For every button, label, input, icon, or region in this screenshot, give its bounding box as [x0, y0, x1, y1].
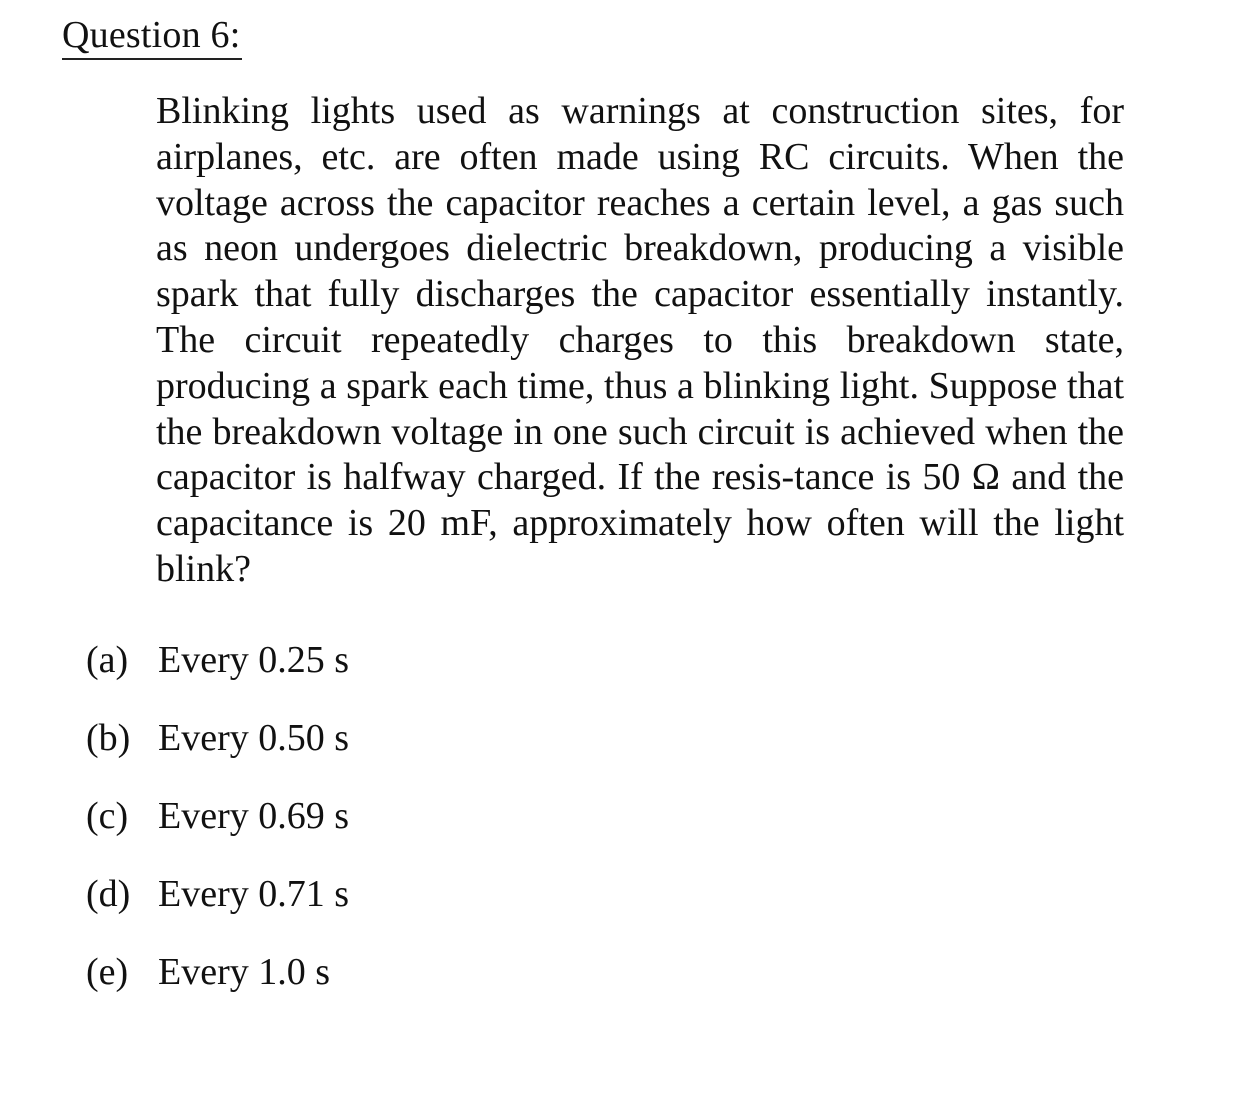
- title-underline: [62, 58, 242, 60]
- option-label: (a): [86, 639, 129, 681]
- question-text: Blinking lights used as warnings at construction sites, for airplanes, etc. are often made using RC circuits. When the voltage across the capacitor reaches a certain level, a gas such as neon undergoes dielectric breakdown, producing a visible spark that fully discharges the capacitor essentially instantly. The circuit repeatedly charges to this breakdown state, producing a spark each time, thus a blinking light. Suppose that the breakdown voltage in one such circuit is achieved when the capacitor is halfway charged. If the resis-tance is 50 Ω and the capacitance is 20 mF, approximately how often will the light blink?: [156, 90, 1124, 590]
- answer-option-a[interactable]: [86, 632, 349, 710]
- answer-option-e[interactable]: [86, 944, 349, 1022]
- answer-options: [86, 632, 349, 1022]
- answer-option-c[interactable]: [86, 788, 349, 866]
- option-text: Every 0.25 s: [158, 639, 350, 681]
- option-label: (c): [86, 795, 129, 837]
- option-text: Every 0.71 s: [158, 873, 350, 915]
- answer-option-d[interactable]: [86, 866, 349, 944]
- question-title: Question 6:: [62, 14, 241, 56]
- option-label: (b): [86, 717, 131, 759]
- option-text: Every 1.0 s: [158, 951, 331, 993]
- option-text: Every 0.50 s: [158, 717, 350, 759]
- answer-option-b[interactable]: [86, 710, 349, 788]
- option-text: Every 0.69 s: [158, 795, 350, 837]
- option-label: (d): [86, 873, 131, 915]
- option-label: (e): [86, 951, 129, 993]
